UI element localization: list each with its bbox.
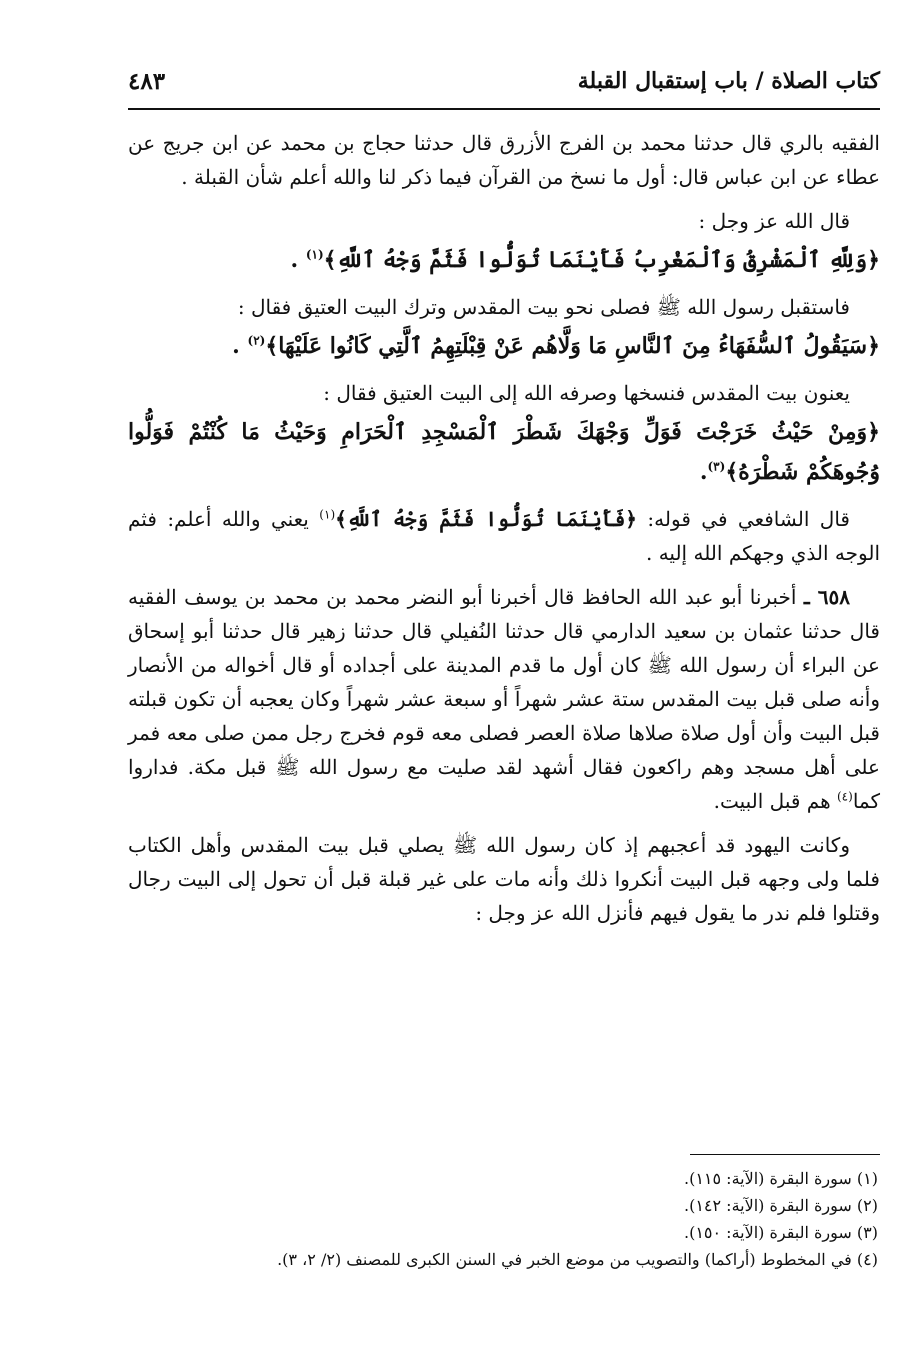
paragraph-chain: الفقيه بالري قال حدثنا محمد بن الفرج الأزرق قال حدثنا حجاج بن محمد عن ابن جريج عن عطاء عن ابن عباس قال: أول ما نسخ من القرآن فيما ذكر لنا والله أعلم شأن القبلة . (128, 131, 880, 189)
quran-verse (128, 412, 880, 492)
verse-intro: يعنون بيت المقدس فنسخها وصرفه الله إلى البيت العتيق فقال : (323, 381, 850, 405)
page-number: ٤٨٣ (128, 68, 166, 95)
verse-end: . (232, 333, 248, 359)
inline-verse: ﴿فَأَيْنَمَا تُوَلُّوا فَثَمَّ وَجْهُ ٱللَّهِ﴾ (335, 507, 638, 531)
hadith-text: أخبرنا أبو عبد الله الحافظ قال أخبرنا أبو النضر محمد بن محمد بن يوسف الفقيه قال حدثنا عثمان بن سعيد الدارمي قال حدثنا النُفيلي قال حدثنا زهير قال حدثنا أبو إسحاق عن البراء أن رسول الله ﷺ كان أول ما قدم المدينة على أجداده أو قال أخواله من الأنصار وأنه صلى قبل بيت المقدس ستة عشر شهراً أو سبعة عشر شهراً وكان يعجبه أن تكون قبلته قبل البيت وأن أول صلاة صلاها صلاة العصر فصلى معه قوم فخرج رجل ممن صلى معه فمر على أهل مسجد وهم راكعون فقال أشهد لقد صليت مع رسول الله ﷺ قبل مكة. فداروا كما (128, 585, 880, 813)
verse-text: ﴿وَلِلَّهِ ٱلْمَشْرِقُ وَٱلْمَغْرِبُ فَأَيْنَمَا تُوَلُّوا فَثَمَّ وَجْهُ ٱللَّهِ﴾ (323, 247, 880, 273)
paragraph-closing: وكانت اليهود قد أعجبهم إذ كان رسول الله ﷺ يصلي قبل بيت المقدس وأهل الكتاب فلما ولى وجهه قبل البيت أنكروا ذلك وأنه مات على غير قبلة قبل أن تحول إلى البيت رجال وقتلوا فلم ندر ما يقول فيهم فأنزل الله عز وجل : (128, 833, 880, 925)
footnote-ref[interactable]: (٢) (247, 333, 266, 348)
running-title: كتاب الصلاة / باب إستقبال القبلة (577, 68, 880, 94)
verse-intro: قال الله عز وجل : (698, 209, 850, 233)
hadith-text-end: هم قبل البيت. (713, 789, 837, 813)
quran-verse (128, 326, 880, 366)
footnote-ref[interactable]: (١) (319, 507, 336, 522)
book-page (128, 52, 880, 1322)
quran-verse (128, 240, 880, 280)
page-header (128, 52, 880, 110)
main-text (128, 126, 880, 930)
footnotes (128, 1154, 880, 1273)
verse-text: ﴿سَيَقُولُ ٱلسُّفَهَاءُ مِنَ ٱلنَّاسِ مَا وَلَّاهُم عَنْ قِبْلَتِهِمُ ٱلَّتِي كَانُوا عَلَيْهَا﴾ (265, 333, 880, 359)
verse-end: . (290, 247, 306, 273)
footnote-2: (٢) سورة البقرة (الآية: ١٤٢). (683, 1196, 878, 1215)
verse-text: ﴿وَمِنْ حَيْثُ خَرَجْتَ فَوَلِّ وَجْهَكَ شَطْرَ ٱلْمَسْجِدِ ٱلْحَرَامِ وَحَيْثُ مَا كُنْتُمْ فَوَلُّوا وُجُوهَكُمْ شَطْرَهُ﴾ (128, 419, 880, 485)
footnote-3: (٣) سورة البقرة (الآية: ١٥٠). (683, 1223, 878, 1242)
shafii-comment: يعني والله أعلم: فثم الوجه الذي وجهكم الله إليه . (128, 507, 880, 565)
verse-end: . (699, 459, 708, 485)
footnote-divider (690, 1154, 880, 1155)
footnote-ref[interactable]: (٣) (707, 459, 726, 474)
hadith-number: ٦٥٨ ـ (803, 585, 850, 609)
footnote-ref[interactable]: (٤) (836, 789, 853, 804)
shafii-intro: قال الشافعي في قوله: (637, 507, 850, 531)
footnote-4: (٤) في المخطوط (أراكما) والتصويب من موضع الخبر في السنن الكبرى للمصنف (٢/ ٢، ٣). (277, 1250, 878, 1269)
paragraph-shafii (128, 502, 880, 570)
footnote-1: (١) سورة البقرة (الآية: ١١٥). (683, 1169, 878, 1188)
hadith-paragraph (128, 580, 880, 818)
verse-intro: فاستقبل رسول الله ﷺ فصلى نحو بيت المقدس وترك البيت العتيق فقال : (237, 295, 850, 319)
footnote-ref[interactable]: (١) (305, 247, 324, 262)
